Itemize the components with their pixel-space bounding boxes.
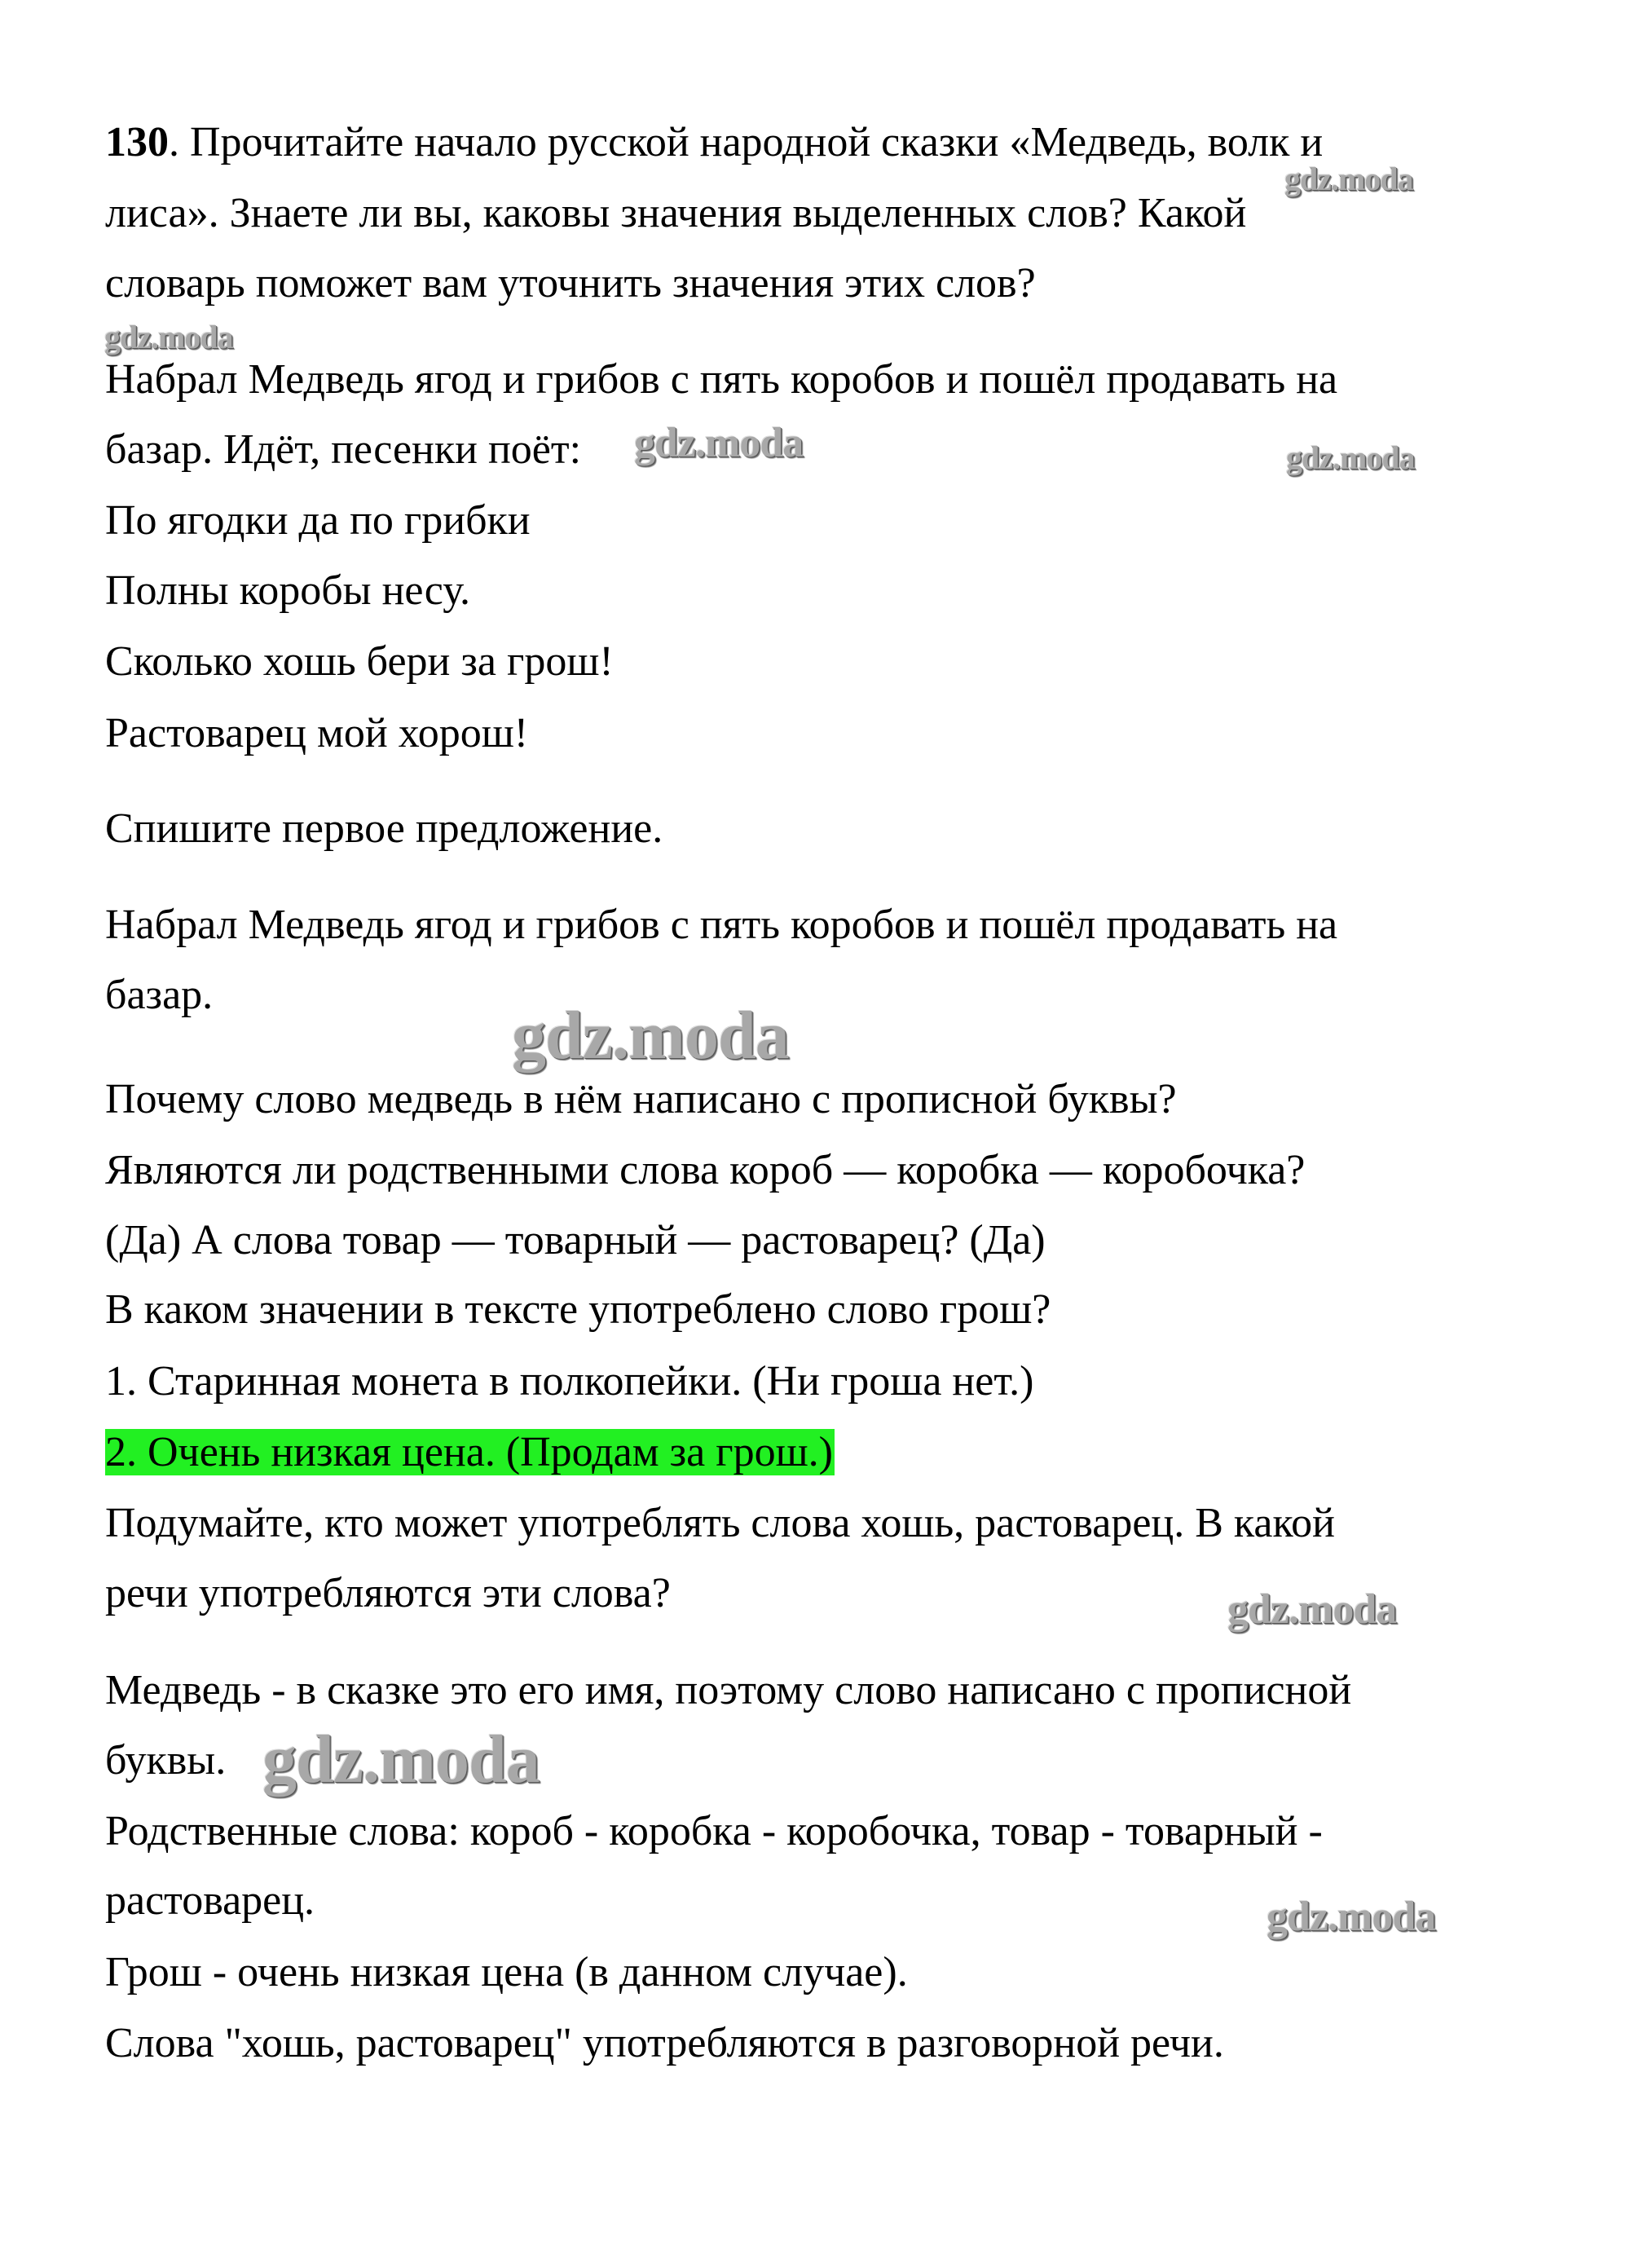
story-line: Растоварец мой хорош! [105, 710, 529, 756]
answer-line: буквы. [105, 1737, 227, 1784]
watermark: gdz.moda [1227, 1586, 1397, 1633]
story-line: Полны коробы несу. [105, 567, 470, 614]
story-line: Набрал Медведь ягод и грибов с пять коробов и пошёл продавать на [105, 356, 1338, 403]
copy-instruction: Спишите первое предложение. [105, 805, 663, 852]
story-line: базар. Идёт, песенки поёт: [105, 426, 582, 473]
copied-sentence-line: базар. [105, 972, 214, 1018]
answer-line: растоварец. [105, 1877, 315, 1924]
question-line: В каком значении в тексте употреблено слово грош? [105, 1286, 1051, 1333]
answer-line: Грош - очень низкая цена (в данном случае). [105, 1949, 908, 1995]
watermark: gdz.moda [1284, 161, 1413, 197]
meaning-option-2-highlighted [105, 1424, 835, 1481]
watermark: gdz.moda [1286, 439, 1415, 476]
question-line: Почему слово медведь в нём написано с прописной буквы? [105, 1076, 1177, 1122]
task-intro-line: лиса». Знаете ли вы, каковы значения выделенных слов? Какой [105, 190, 1247, 236]
story-line: По ягодки да по грибки [105, 497, 531, 544]
meaning-option-1: 1. Старинная монета в полкопейки. (Ни гроша нет.) [105, 1358, 1034, 1405]
question-line: (Да) А слова товар — товарный — растоварец? (Да) [105, 1217, 1046, 1263]
answer-line: Слова "хошь, растоварец" употребляются в разговорной речи. [105, 2020, 1224, 2066]
story-line: Сколько хошь бери за грош! [105, 638, 614, 685]
watermark: gdz.moda [262, 1722, 540, 1797]
task-intro-line [105, 114, 1323, 171]
highlighted-answer: 2. Очень низкая цена. (Продам за грош.) [105, 1429, 833, 1475]
copied-sentence-line: Набрал Медведь ягод и грибов с пять коробов и пошёл продавать на [105, 902, 1338, 948]
task-intro-line: словарь поможет вам уточнить значения этих слов? [105, 260, 1036, 306]
question-line: Подумайте, кто может употреблять слова хошь, растоварец. В какой [105, 1500, 1335, 1546]
question-line: Являются ли родственными слова короб — коробка — коробочка? [105, 1147, 1306, 1193]
task-intro-text: . Прочитайте начало русской народной сказки «Медведь, волк и [169, 119, 1324, 165]
task-number: 130 [105, 119, 169, 165]
question-line: речи употребляются эти слова? [105, 1570, 671, 1616]
watermark: gdz.moda [512, 998, 789, 1074]
watermark: gdz.moda [1267, 1894, 1436, 1940]
answer-line: Медведь - в сказке это его имя, поэтому слово написано с прописной [105, 1667, 1352, 1713]
watermark: gdz.moda [634, 420, 804, 466]
watermark: gdz.moda [104, 319, 233, 355]
answer-line: Родственные слова: короб - коробка - коробочка, товар - товарный - [105, 1808, 1323, 1854]
